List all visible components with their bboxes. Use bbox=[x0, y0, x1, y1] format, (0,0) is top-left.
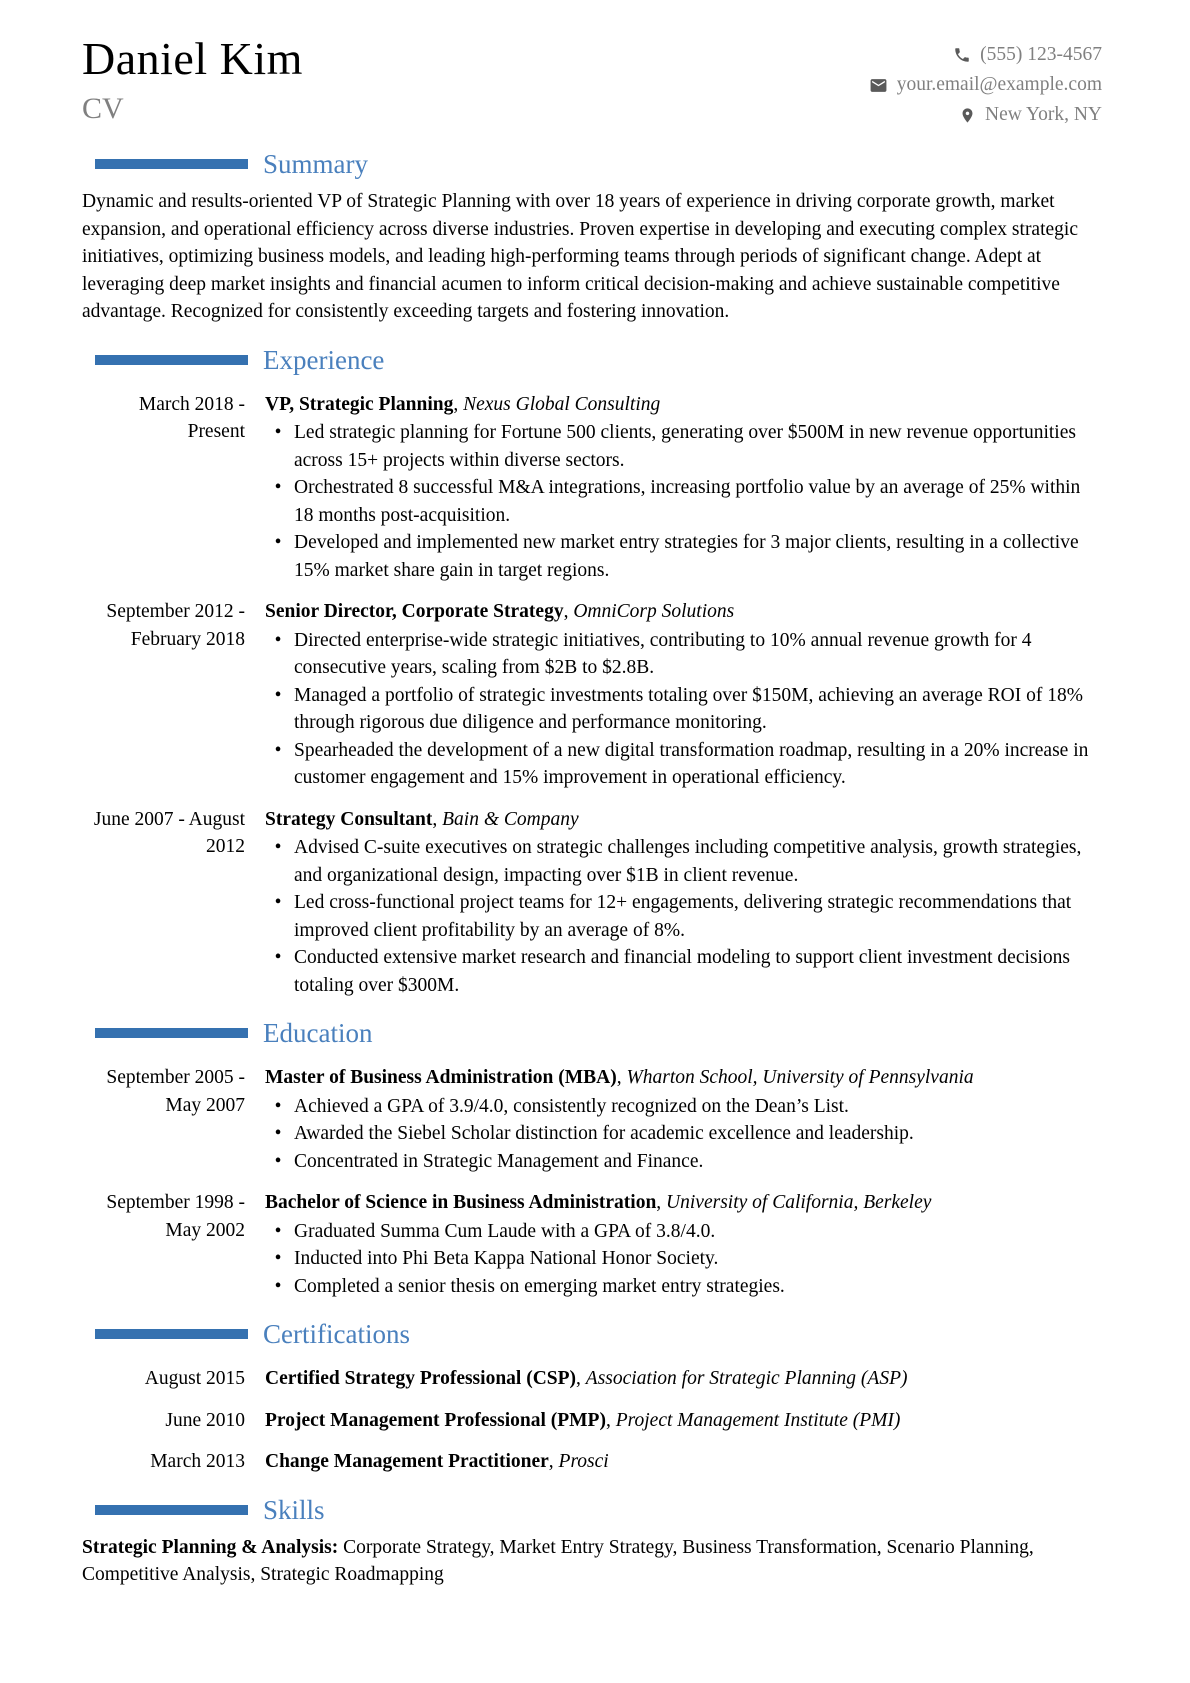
separator: , bbox=[453, 393, 464, 415]
contact-location bbox=[869, 100, 1102, 130]
summary-header bbox=[82, 147, 1102, 181]
experience-entry bbox=[82, 598, 1102, 792]
location-text: New York, NY bbox=[984, 104, 1102, 126]
list-item bbox=[265, 834, 1102, 889]
identity-block bbox=[82, 34, 303, 128]
bullet-icon: • bbox=[274, 532, 282, 553]
header bbox=[82, 34, 1102, 130]
school-name: University of California, Berkeley bbox=[666, 1192, 932, 1213]
phone-text: (555) 123-4567 bbox=[980, 44, 1102, 66]
entry-body bbox=[265, 1365, 1102, 1393]
bullet-text: Developed and implemented new market entry strategies for 3 major clients, resulting in a collective 15% market share gain in target regions. bbox=[294, 532, 1079, 581]
list-item bbox=[265, 1273, 1102, 1301]
entry-body bbox=[265, 1448, 1102, 1476]
bullet-icon: • bbox=[274, 422, 282, 443]
section-accent-bar bbox=[95, 159, 248, 169]
certification-entry bbox=[82, 1407, 1102, 1435]
separator: , bbox=[432, 808, 443, 830]
bullet-list bbox=[265, 834, 1102, 999]
skills-header bbox=[82, 1493, 1102, 1527]
email-text: your.email@example.com bbox=[896, 74, 1102, 96]
contact-phone bbox=[869, 40, 1102, 70]
section-accent-bar bbox=[95, 1028, 248, 1038]
list-item bbox=[265, 1148, 1102, 1176]
section-title-experience: Experience bbox=[263, 344, 385, 375]
phone-icon bbox=[953, 46, 971, 64]
issuer-name: Association for Strategic Planning (ASP) bbox=[585, 1368, 908, 1389]
entry-title-line bbox=[265, 1189, 1102, 1217]
certifications-header bbox=[82, 1317, 1102, 1351]
list-item bbox=[265, 1120, 1102, 1148]
bullet-text: Graduated Summa Cum Laude with a GPA of 3.8/4.0. bbox=[294, 1220, 716, 1242]
section-experience bbox=[82, 343, 1102, 1000]
list-item bbox=[265, 419, 1102, 474]
entry-body bbox=[265, 806, 1102, 1000]
envelope-icon bbox=[869, 76, 888, 95]
section-accent-bar bbox=[95, 1329, 248, 1339]
contact-email bbox=[869, 70, 1102, 100]
entry-title-line bbox=[265, 1064, 1102, 1092]
section-education bbox=[82, 1016, 1102, 1300]
separator: , bbox=[605, 1409, 616, 1431]
entry-date: March 2013 bbox=[150, 1451, 245, 1472]
list-item bbox=[265, 1245, 1102, 1273]
list-item bbox=[265, 889, 1102, 944]
bullet-icon: • bbox=[274, 892, 282, 913]
bullet-icon: • bbox=[274, 1220, 282, 1242]
bullet-text: Awarded the Siebel Scholar distinction for academic excellence and leadership. bbox=[294, 1123, 914, 1144]
separator: , bbox=[656, 1192, 667, 1213]
bullet-text: Directed enterprise-wide strategic initiatives, contributing to 10% annual revenue growth for 4 consecutive years, scaling from $2B to $2.8B. bbox=[294, 629, 1032, 678]
summary-text: Dynamic and results-oriented VP of Strategic Planning with over 18 years of experience in driving corporate growth, market expansion, and operational efficiency across diverse industries. Proven expertise in developing and executing complex strategic initiatives, optimizing business models, and leading high-performing teams through periods of significant change. Adept at leveraging deep market insights and financial acumen to inform critical decision-making and achieve sustainable competitive advantage. Recognized for consistently exceeding targets and fostering innovation. bbox=[82, 191, 1078, 322]
school-name: Wharton School, University of Pennsylvania bbox=[626, 1067, 974, 1088]
bullet-icon: • bbox=[274, 947, 282, 968]
bullet-text: Concentrated in Strategic Management and Finance. bbox=[294, 1150, 704, 1172]
bullet-icon: • bbox=[274, 1275, 282, 1297]
list-item bbox=[265, 1093, 1102, 1121]
bullet-text: Advised C-suite executives on strategic challenges including competitive analysis, growth strategies, and organizational design, impacting over $1B in client revenue. bbox=[294, 837, 1082, 886]
job-title: Senior Director, Corporate Strategy bbox=[265, 601, 564, 622]
education-header bbox=[82, 1016, 1102, 1050]
list-item bbox=[265, 627, 1102, 682]
bullet-text: Led cross-functional project teams for 12+ engagements, delivering strategic recommendations that improved client profitability by an average of 8%. bbox=[294, 892, 1072, 941]
experience-header bbox=[82, 343, 1102, 377]
section-accent-bar bbox=[95, 355, 248, 365]
bullet-text: Orchestrated 8 successful M&A integrations, increasing portfolio value by an average of 25% within 18 months post-acquisition. bbox=[294, 477, 1081, 526]
section-title-skills: Skills bbox=[263, 1494, 325, 1525]
separator: , bbox=[548, 1451, 559, 1472]
skill-category-label: Strategic Planning & Analysis: bbox=[82, 1536, 339, 1558]
entry-date: June 2010 bbox=[165, 1409, 245, 1431]
bullet-text: Inducted into Phi Beta Kappa National Honor Society. bbox=[294, 1248, 719, 1269]
experience-entry bbox=[82, 391, 1102, 585]
bullet-list bbox=[265, 627, 1102, 792]
bullet-icon: • bbox=[274, 629, 282, 651]
document-type-label: CV bbox=[82, 92, 124, 125]
bullet-icon: • bbox=[274, 684, 282, 706]
bullet-icon: • bbox=[274, 477, 282, 498]
separator: , bbox=[616, 1067, 627, 1088]
entry-title-line bbox=[265, 1448, 1102, 1476]
entry-body bbox=[265, 1064, 1102, 1175]
list-item bbox=[265, 529, 1102, 584]
bullet-icon: • bbox=[274, 1248, 282, 1269]
entry-date: September 2012 - February 2018 bbox=[106, 601, 245, 650]
bullet-text: Spearheaded the development of a new digital transformation roadmap, resulting in a 20% increase in customer engagement and 15% improvement in operational efficiency. bbox=[294, 739, 1089, 788]
entry-date: March 2018 - Present bbox=[138, 393, 245, 442]
list-item bbox=[265, 1218, 1102, 1246]
bullet-text: Managed a portfolio of strategic investments totaling over $150M, achieving an average ROI of 18% through rigorous due diligence and performance monitoring. bbox=[294, 684, 1083, 733]
entry-date: June 2007 - August 2012 bbox=[93, 808, 245, 857]
bullet-icon: • bbox=[274, 837, 282, 858]
section-skills bbox=[82, 1493, 1102, 1589]
list-item bbox=[265, 737, 1102, 792]
education-entry bbox=[82, 1189, 1102, 1300]
entry-body bbox=[265, 1407, 1102, 1435]
list-item bbox=[265, 682, 1102, 737]
person-name: Daniel Kim bbox=[82, 33, 303, 84]
bullet-icon: • bbox=[274, 739, 282, 761]
section-accent-bar bbox=[95, 1505, 248, 1515]
certification-title: Certified Strategy Professional (CSP) bbox=[265, 1368, 577, 1389]
certification-entry bbox=[82, 1365, 1102, 1393]
entry-body bbox=[265, 598, 1102, 792]
section-certifications bbox=[82, 1317, 1102, 1476]
skills-item bbox=[82, 1534, 1102, 1589]
entry-body bbox=[265, 391, 1102, 585]
bullet-text: Completed a senior thesis on emerging market entry strategies. bbox=[294, 1275, 785, 1297]
job-title: Strategy Consultant bbox=[265, 808, 433, 830]
certification-entry bbox=[82, 1448, 1102, 1476]
list-item bbox=[265, 944, 1102, 999]
education-entry bbox=[82, 1064, 1102, 1175]
entry-title-line bbox=[265, 598, 1102, 626]
issuer-name: Project Management Institute (PMI) bbox=[615, 1409, 901, 1431]
entry-title-line bbox=[265, 1407, 1102, 1435]
degree-title: Bachelor of Science in Business Administration bbox=[265, 1192, 657, 1213]
section-title-certifications: Certifications bbox=[263, 1319, 410, 1349]
certification-title: Change Management Practitioner bbox=[265, 1451, 549, 1472]
job-title: VP, Strategic Planning bbox=[265, 393, 454, 415]
degree-title: Master of Business Administration (MBA) bbox=[265, 1067, 617, 1088]
entry-date: September 1998 - May 2002 bbox=[106, 1192, 245, 1241]
company-name: OmniCorp Solutions bbox=[573, 601, 735, 622]
bullet-icon: • bbox=[274, 1095, 282, 1117]
list-item bbox=[265, 474, 1102, 529]
bullet-list bbox=[265, 419, 1102, 584]
entry-title-line bbox=[265, 1365, 1102, 1393]
section-title-summary: Summary bbox=[263, 149, 368, 179]
section-title-education: Education bbox=[263, 1018, 373, 1048]
company-name: Nexus Global Consulting bbox=[463, 393, 661, 415]
issuer-name: Prosci bbox=[558, 1451, 609, 1472]
company-name: Bain & Company bbox=[442, 808, 579, 830]
bullet-text: Conducted extensive market research and financial modeling to support client investment decisions totaling over $300M. bbox=[294, 947, 1070, 996]
entry-body bbox=[265, 1189, 1102, 1300]
bullet-icon: • bbox=[274, 1150, 282, 1172]
skill-list-text: Corporate Strategy, Market Entry Strategy, Business Transformation, Scenario Planning, Competitive Analysis, Strategic Roadmapping bbox=[82, 1536, 1034, 1585]
section-summary bbox=[82, 147, 1102, 326]
bullet-list bbox=[265, 1218, 1102, 1301]
experience-entry bbox=[82, 806, 1102, 1000]
entry-date: September 2005 - May 2007 bbox=[106, 1067, 245, 1116]
contact-block bbox=[869, 40, 1102, 130]
entry-title-line bbox=[265, 806, 1102, 834]
separator: , bbox=[576, 1368, 586, 1389]
bullet-list bbox=[265, 1093, 1102, 1176]
bullet-icon: • bbox=[274, 1123, 282, 1144]
separator: , bbox=[563, 601, 574, 622]
bullet-text: Achieved a GPA of 3.9/4.0, consistently recognized on the Dean’s List. bbox=[294, 1095, 849, 1117]
bullet-text: Led strategic planning for Fortune 500 clients, generating over $500M in new revenue opportunities across 15+ projects within diverse sectors. bbox=[294, 422, 1076, 471]
entry-date: August 2015 bbox=[144, 1368, 245, 1389]
map-pin-icon bbox=[959, 107, 976, 124]
entry-title-line bbox=[265, 391, 1102, 419]
certification-title: Project Management Professional (PMP) bbox=[265, 1409, 606, 1431]
